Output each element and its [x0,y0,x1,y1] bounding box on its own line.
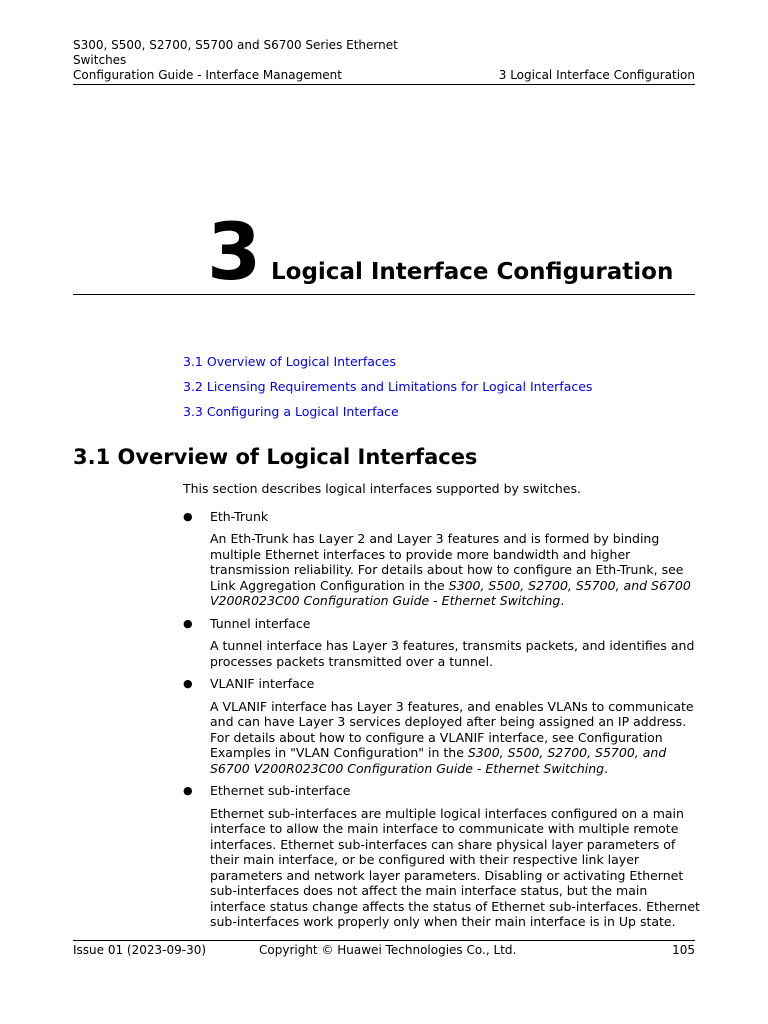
page-footer [73,940,695,957]
list-item [183,783,703,930]
bullet-icon: ● [183,784,193,797]
doc-title: S300, S500, S2700, S5700 and S6700 Series Ethernet [73,38,398,52]
item-desc: Ethernet sub-interfaces are multiple logical interfaces configured on a main interface to allow the main interface to communicate with multiple remote interfaces. Ethernet sub-interfaces can share physical layer parameters of their main interface, or be configured with their respective link layer parameters and network layer parameters. Disabling or activating Ethernet sub-interfaces does not affect the main interface status, but the main interface status change affects the status of Ethernet sub-interfaces. Ethernet sub-interfaces work properly only when their main interface is in Up state. [210,805,700,929]
doc-title-cont: Switches [73,53,127,67]
doc-reference: S300, S500, S2700, S5700, and S6700 V200R023C00 Configuration Guide - Ethernet Switching [210,745,667,776]
item-name: VLANIF interface [210,676,315,691]
bullet-icon: ● [183,616,193,630]
page-number: 105 [672,943,695,957]
list-item [183,616,703,670]
item-name: Tunnel interface [210,615,311,631]
doc-reference: S300, S500, S2700, S5700, and S6700 V200R023C00 Configuration Guide - Ethernet Switching [210,577,691,608]
section-intro: This section describes logical interfaces supported by switches. [183,481,581,496]
item-name: Eth-Trunk [210,508,269,524]
toc-link-3-3[interactable]: 3.3 Configuring a Logical Interface [183,404,399,419]
section-body [183,481,703,937]
item-name: Ethernet sub-interface [210,783,351,798]
issue-label: Issue 01 (2023-09-30) [73,943,207,957]
item-desc: A VLANIF interface has Layer 3 features, and enables VLANs to communicate and can have Layer 3 services deployed after being assigned an IP address. For details about how to configure a VLANIF interface, see Configuration Examples in "VLAN Configuration" in the S300, S500, S2700, S5700, and S6700 V200R023C00 Configuration Guide - Ethernet Switching. [210,698,694,776]
guide-name: Configuration Guide - Interface Management [73,68,342,82]
item-desc: A tunnel interface has Layer 3 features, transmits packets, and identifies and processes packets transmitted over a tunnel. [210,638,695,669]
chapter-heading [73,208,695,298]
list-item [183,676,703,776]
page-header [73,38,695,85]
bullet-icon: ● [183,509,193,523]
list-item [183,509,703,609]
chapter-ref: 3 Logical Interface Configuration [498,68,695,82]
chapter-title: Logical Interface Configuration [271,259,674,285]
toc-link-3-2[interactable]: 3.2 Licensing Requirements and Limitations for Logical Interfaces [183,379,593,394]
toc-link-3-1[interactable]: 3.1 Overview of Logical Interfaces [183,354,396,369]
section-title: 3.1 Overview of Logical Interfaces [73,445,478,469]
bullet-icon: ● [183,677,193,690]
item-desc: An Eth-Trunk has Layer 2 and Layer 3 features and is formed by binding multiple Ethernet interfaces to provide more bandwidth and higher transmission reliability. For details about how to configure an Eth-Trunk, see Link Aggregation Configuration in the S300, S500, S2700, S5700, and S6700 V200R023C00 Configuration Guide - Ethernet Switching. [210,531,691,608]
copyright: Copyright © Huawei Technologies Co., Ltd. [259,943,517,957]
chapter-toc [183,354,592,429]
chapter-number: 3 [207,208,260,298]
